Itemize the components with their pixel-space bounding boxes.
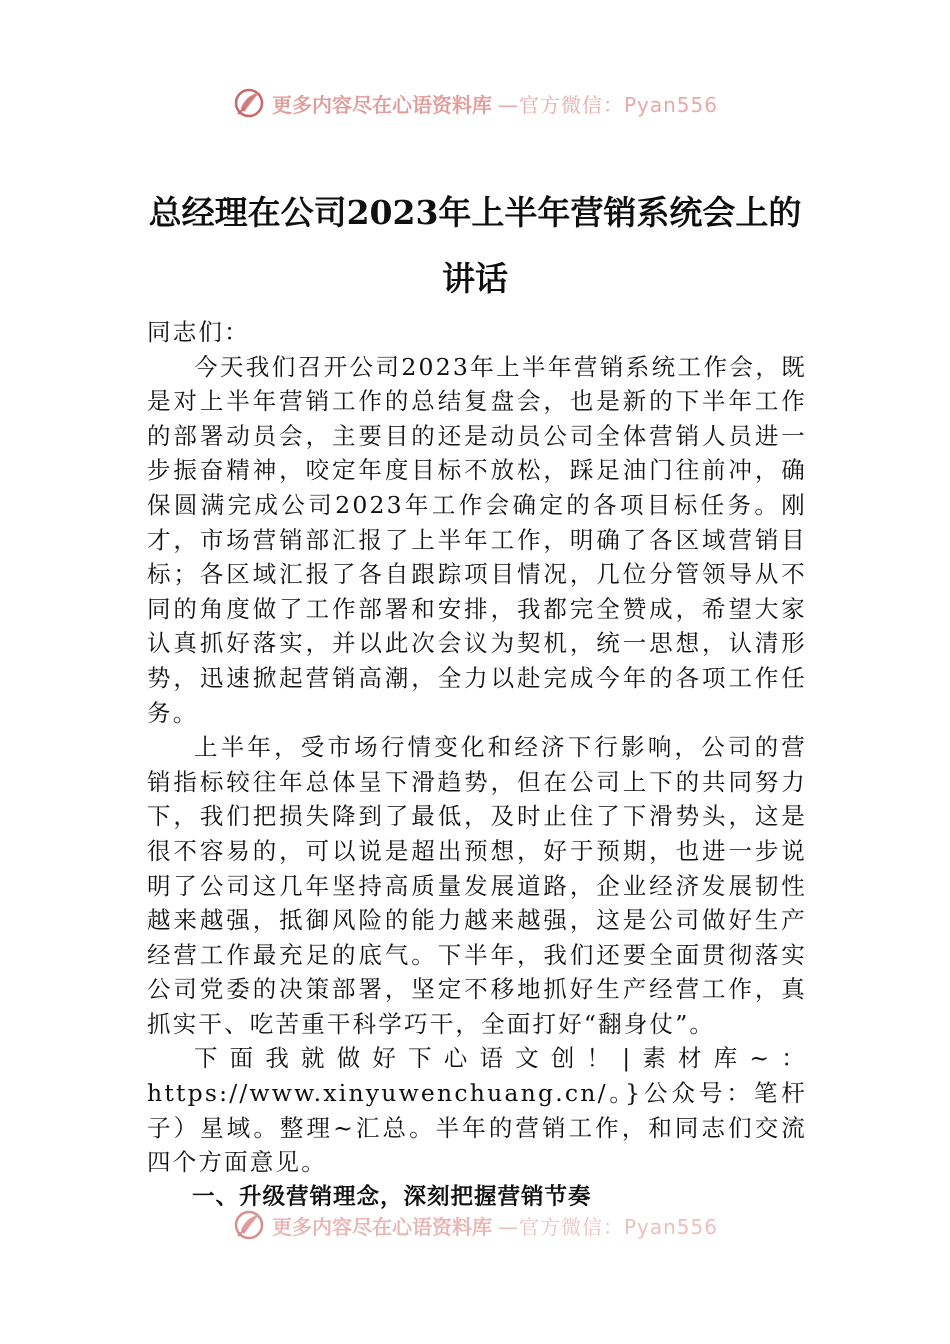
watermark-contact: —官方微信：Pyan556 [497,92,718,117]
document-body [147,315,807,1214]
footer-watermark [0,1208,950,1242]
watermark-brand: 更多内容尽在心语资料库 [271,1214,492,1239]
paragraph-1: 今天我们召开公司2023年上半年营销系统工作会，既是对上半年营销工作的总结复盘会，也是新的下半年工作的部署动员会，主要目的还是动员公司全体营销人员进一步振奋精神，咬定年度目标不放松，踩足油门往前冲，确保圆满完成公司2023年工作会确定的各项目标任务。刚才，市场营销部汇报了上半年工作，明确了各区域营销目标；各区域汇报了各自跟踪项目情况，几位分管领导从不同的角度做了工作部署和安排，我都完全赞成，希望大家认真抓好落实，并以此次会议为契机，统一思想，认清形势，迅速掀起营销高潮，全力以赴完成今年的各项工作任务。 [147,352,807,727]
logo-icon [232,1208,266,1242]
salutation: 同志们： [147,318,250,346]
section-heading-1: 一、升级营销理念，深刻把握营销节奏 [192,1183,592,1210]
paragraph-2: 上半年，受市场行情变化和经济下行影响，公司的营销指标较往年总体呈下滑趋势，但在公司上下的共同努力下，我们把损失降到了最低，及时止住了下滑势头，这是很不容易的，可以说是超出预想，好于预期，也进一步说明了公司这几年坚持高质量发展道路，企业经济发展韧性越来越强，抵御风险的能力越来越强，这是公司做好生产经营工作最充足的底气。下半年，我们还要全面贯彻落实公司党委的决策部署，坚定不移地抓好生产经营工作，真抓实干、吃苦重干科学巧干，全面打好“翻身仗”。 [147,733,807,1038]
watermark-contact: —官方微信：Pyan556 [497,1214,718,1239]
document-title: 总经理在公司2023年上半年营销系统会上的讲话 [148,193,802,298]
watermark-brand: 更多内容尽在心语资料库 [271,92,492,117]
paragraph-3: 下面我就做好下心语文创！|素材库~：https://www.xinyuwenchuang.cn/。}公众号：笔杆子）星域。整理~汇总。半年的营销工作，和同志们交流四个方面意见。 [147,1044,807,1177]
